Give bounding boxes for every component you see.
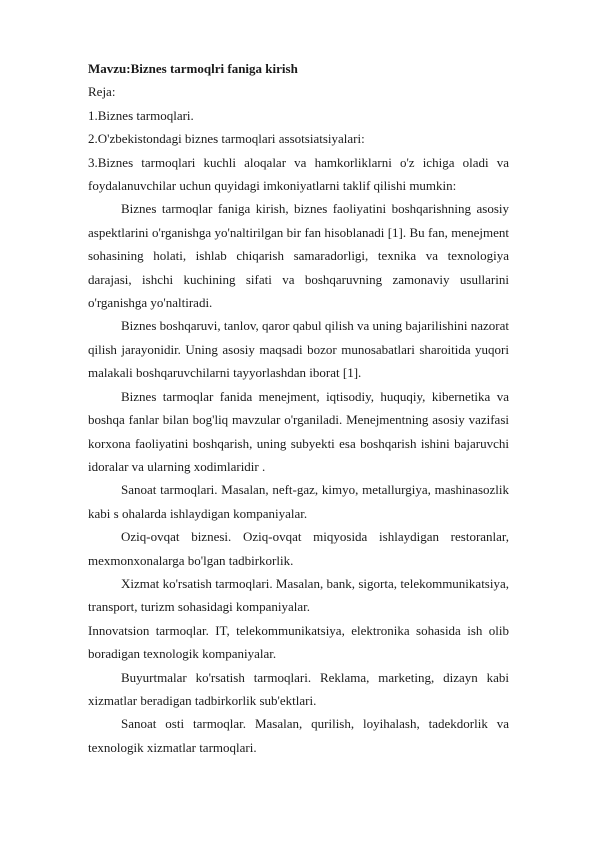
document-title: Mavzu:Biznes tarmoqlri faniga kirish [88,61,298,76]
plan-label: Reja: [88,84,116,100]
paragraph-food: Oziq-ovqat biznesi. Oziq-ovqat miqyosida ishlaydigan restoranlar, mexmonxonalarga bo'lgan tadbirkorlik. [88,529,509,568]
plan-item-3: 3.Biznes tarmoqlari kuchli aloqalar va hamkorliklarni o'z ichiga oladi va foydalanuvchilar uchun quyidagi imkoniyatlarni taklif qilishi mumkin: [88,154,509,194]
paragraph-orders: Buyurtmalar ko'rsatish tarmoqlari. Reklama, marketing, dizayn kabi xizmatlar beradigan tadbirkorlik sub'ektlari. [88,669,509,708]
paragraph-intro: Biznes tarmoqlar faniga kirish, biznes faoliyatini boshqarishning asosiy aspektlarini o'rganishga yo'naltirilgan bir fan hisoblanadi [1]. Bu fan, menejment sohasining holati, ishlab chiqarish samaradorligi, texnika va texnologiya darajasi, ishchi kuchining sifati va boshqaruvning zamonaviy usullarini o'rganishga yo'naltiradi. [88,201,509,311]
plan-item-1: 1.Biznes tarmoqlari. [88,107,194,123]
paragraph-innovation: Innovatsion tarmoqlar. IT, telekommunikatsiya, elektronika sohasida ish olib boradigan texnologik kompaniyalar. [88,622,509,662]
paragraph-sub-industry: Sanoat osti tarmoqlar. Masalan, qurilish, loyihalash, tadekdorlik va texnologik xizmatlar tarmoqlari. [88,716,509,755]
document-page [88,57,509,759]
plan-item-2: 2.O'zbekistondagi biznes tarmoqlari assotsiatsiyalari: [88,131,365,147]
paragraph-industry: Sanoat tarmoqlari. Masalan, neft-gaz, kimyo, metallurgiya, mashinasozlik kabi s ohalarda ishlaydigan kompaniyalar. [88,482,509,521]
paragraph-management: Biznes boshqaruvi, tanlov, qaror qabul qilish va uning bajarilishini nazorat qilish jarayonidir. Uning asosiy maqsadi bozor munosabatlari sharoitida yuqori malakali boshqaruvchilarni tayyorlashdan iborat [1]. [88,318,509,381]
paragraph-services: Xizmat ko'rsatish tarmoqlari. Masalan, bank, sigorta, telekommunikatsiya, transport, turizm sohasidagi kompaniyalar. [88,575,509,615]
paragraph-subjects: Biznes tarmoqlar fanida menejment, iqtisodiy, huquqiy, kibernetika va boshqa fanlar bilan bog'liq mavzular o'rganiladi. Menejmentning asosiy vazifasi korxona faoliyatini boshqarish, uning subyekti esa boshqarish ishini bajaruvchi idoralar va ularning xodimlaridir . [88,388,509,474]
